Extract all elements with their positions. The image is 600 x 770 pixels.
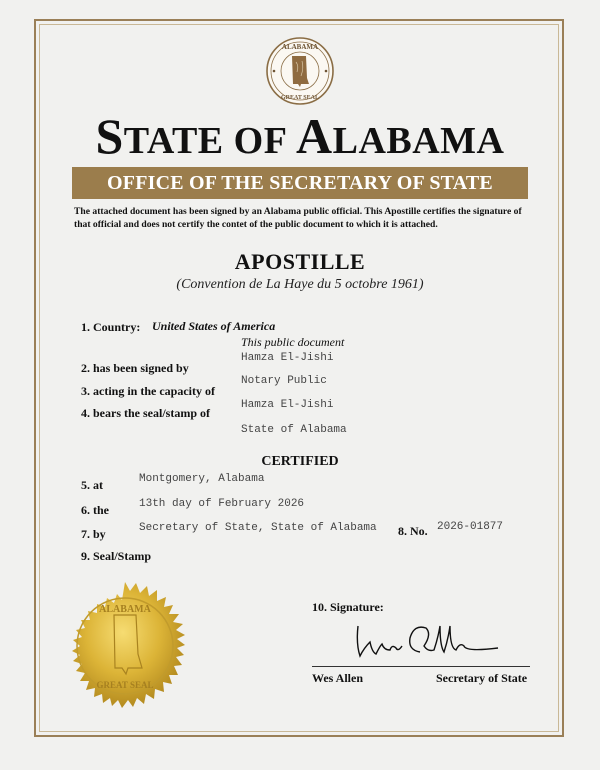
apostille-title: APOSTILLE bbox=[234, 249, 366, 274]
date-value: 13th day of February 2026 bbox=[139, 498, 305, 510]
at-label: 5. at bbox=[81, 478, 103, 492]
svg-text:ALABAMA: ALABAMA bbox=[281, 43, 319, 51]
seal-stamp-label: 9. Seal/Stamp bbox=[81, 549, 152, 563]
signed-by-value: Hamza El-Jishi bbox=[241, 352, 334, 364]
signature-line bbox=[312, 666, 530, 667]
signer-title: Secretary of State bbox=[436, 671, 528, 685]
country-label: 1. Country: bbox=[81, 320, 141, 334]
certified-heading: CERTIFIED bbox=[261, 454, 339, 469]
capacity-label: 3. acting in the capacity of bbox=[81, 384, 215, 398]
at-value: Montgomery, Alabama bbox=[139, 473, 265, 485]
signer-name: Wes Allen bbox=[312, 671, 364, 685]
disclaimer-text: The attached document has been signed by an Alabama public official. This Apostille certifies the signature of that official and does not certify the contet of the public document to which it is attached. bbox=[74, 206, 522, 230]
svg-text:GREAT SEAL: GREAT SEAL bbox=[281, 95, 319, 101]
by-value: Secretary of State, State of Alabama bbox=[139, 522, 377, 534]
seal-of-label: 4. bears the seal/stamp of bbox=[81, 406, 210, 420]
capacity-value: Notary Public bbox=[241, 375, 327, 387]
number-value: 2026-01877 bbox=[437, 521, 504, 533]
public-document-note: This public document bbox=[241, 335, 345, 349]
by-label: 7. by bbox=[81, 527, 106, 541]
seal-of-value: Hamza El-Jishi bbox=[241, 399, 334, 411]
seal-of-value-state: State of Alabama bbox=[241, 424, 347, 436]
handwritten-signature bbox=[352, 620, 502, 662]
country-value: United States of America bbox=[152, 319, 276, 333]
date-label: 6. the bbox=[81, 503, 109, 517]
signed-by-label: 2. has been signed by bbox=[81, 361, 189, 375]
svg-text:GREAT SEAL: GREAT SEAL bbox=[96, 680, 154, 690]
state-title: STATE OF ALABAMA bbox=[95, 108, 505, 164]
office-banner: OFFICE OF THE SECRETARY OF STATE bbox=[72, 167, 528, 199]
convention-subtitle: (Convention de La Haye du 5 octobre 1961) bbox=[176, 277, 424, 292]
number-label: 8. No. bbox=[398, 524, 428, 538]
gold-foil-seal-icon bbox=[58, 582, 192, 716]
signature-label: 10. Signature: bbox=[312, 600, 384, 614]
alabama-great-seal-icon bbox=[265, 36, 335, 106]
svg-text:ALABAMA: ALABAMA bbox=[99, 604, 151, 615]
